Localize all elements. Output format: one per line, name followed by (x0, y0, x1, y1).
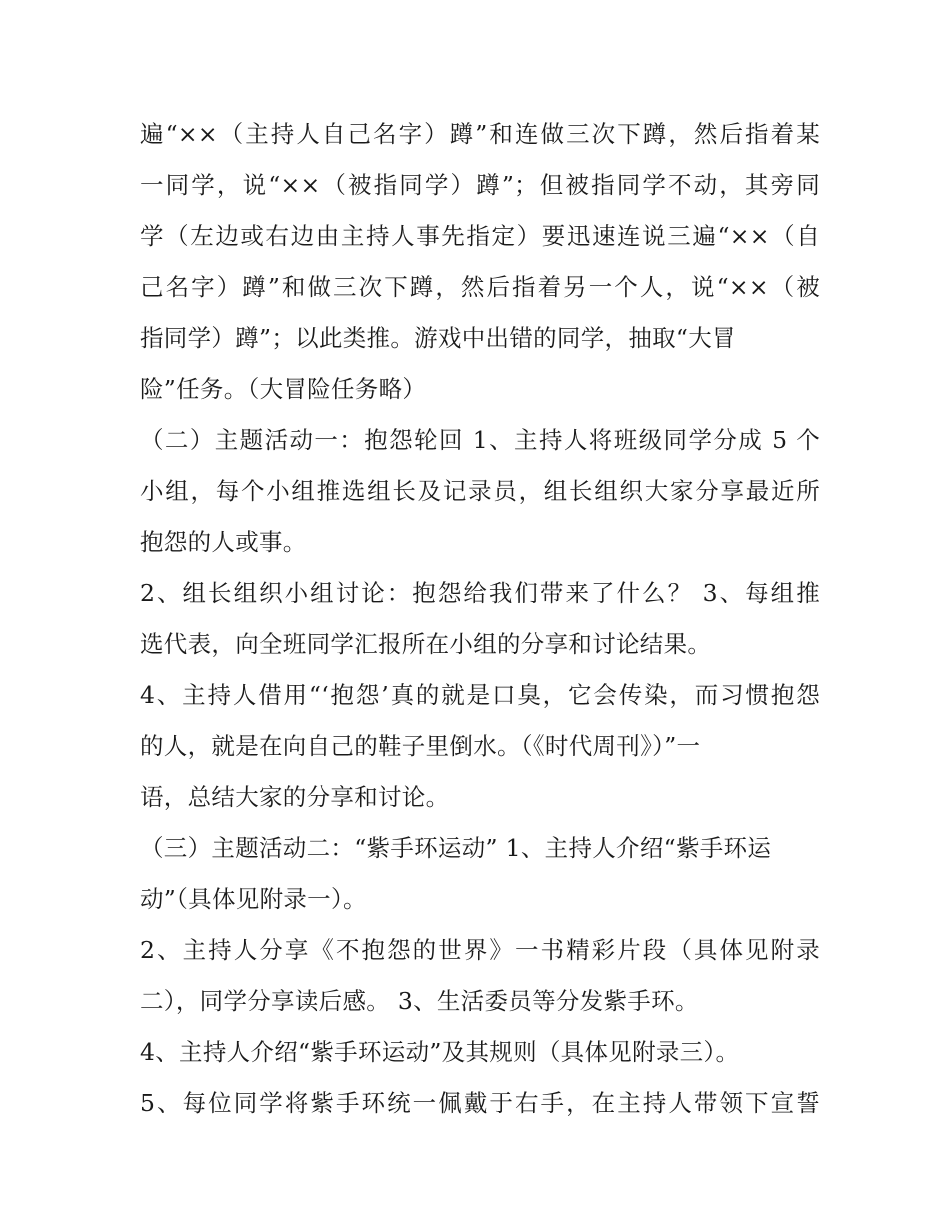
document-body (140, 109, 820, 1129)
text-line-10: 2、组长组织小组讨论：抱怨给我们带来了什么？ 3、每组推 (140, 579, 820, 607)
text-line-13: 的人，就是在向自己的鞋子里倒水。（《时代周刊》）”一 (140, 732, 701, 760)
text-line-1: 遍“××（主持人自己名字）蹲”和连做三次下蹲，然后指着某 (140, 120, 820, 148)
text-line-19: 4、主持人介绍“紫手环运动”及其规则（具体见附录三）。 (140, 1038, 740, 1066)
text-line-11: 选代表，向全班同学汇报所在小组的分享和讨论结果。 (140, 630, 712, 658)
text-line-17: 2、主持人分享《不抱怨的世界》一书精彩片段（具体见附录 (140, 936, 820, 964)
text-line-4: 己名字）蹲”和做三次下蹲，然后指着另一个人，说“××（被 (140, 273, 820, 301)
text-line-20: 5、每位同学将紫手环统一佩戴于右手，在主持人带领下宣誓 (140, 1089, 820, 1117)
text-line-16: 动”（具体见附录一）。 (140, 885, 367, 913)
text-line-14: 语，总结大家的分享和讨论。 (140, 783, 450, 811)
text-line-9: 抱怨的人或事。 (140, 528, 307, 556)
text-line-5: 指同学）蹲”；以此类推。游戏中出错的同学，抽取“大冒 (140, 324, 736, 352)
text-line-7: （二）主题活动一：抱怨轮回 1、主持人将班级同学分成 5 个 (140, 426, 820, 454)
text-line-12: 4、主持人借用“‘抱怨’真的就是口臭，它会传染，而习惯抱怨 (140, 681, 820, 709)
text-line-2: 一同学，说“××（被指同学）蹲”；但被指同学不动，其旁同 (140, 171, 820, 199)
text-line-6: 险”任务。（大冒险任务略） (140, 375, 427, 403)
text-line-18: 二），同学分享读后感。 3、生活委员等分发紫手环。 (140, 987, 699, 1015)
text-line-8: 小组，每个小组推选组长及记录员，组长组织大家分享最近所 (140, 477, 820, 505)
text-line-15: （三）主题活动二：“紫手环运动” 1、主持人介绍“紫手环运 (140, 834, 772, 862)
text-line-3: 学（左边或右边由主持人事先指定）要迅速连说三遍“××（自 (140, 222, 820, 250)
